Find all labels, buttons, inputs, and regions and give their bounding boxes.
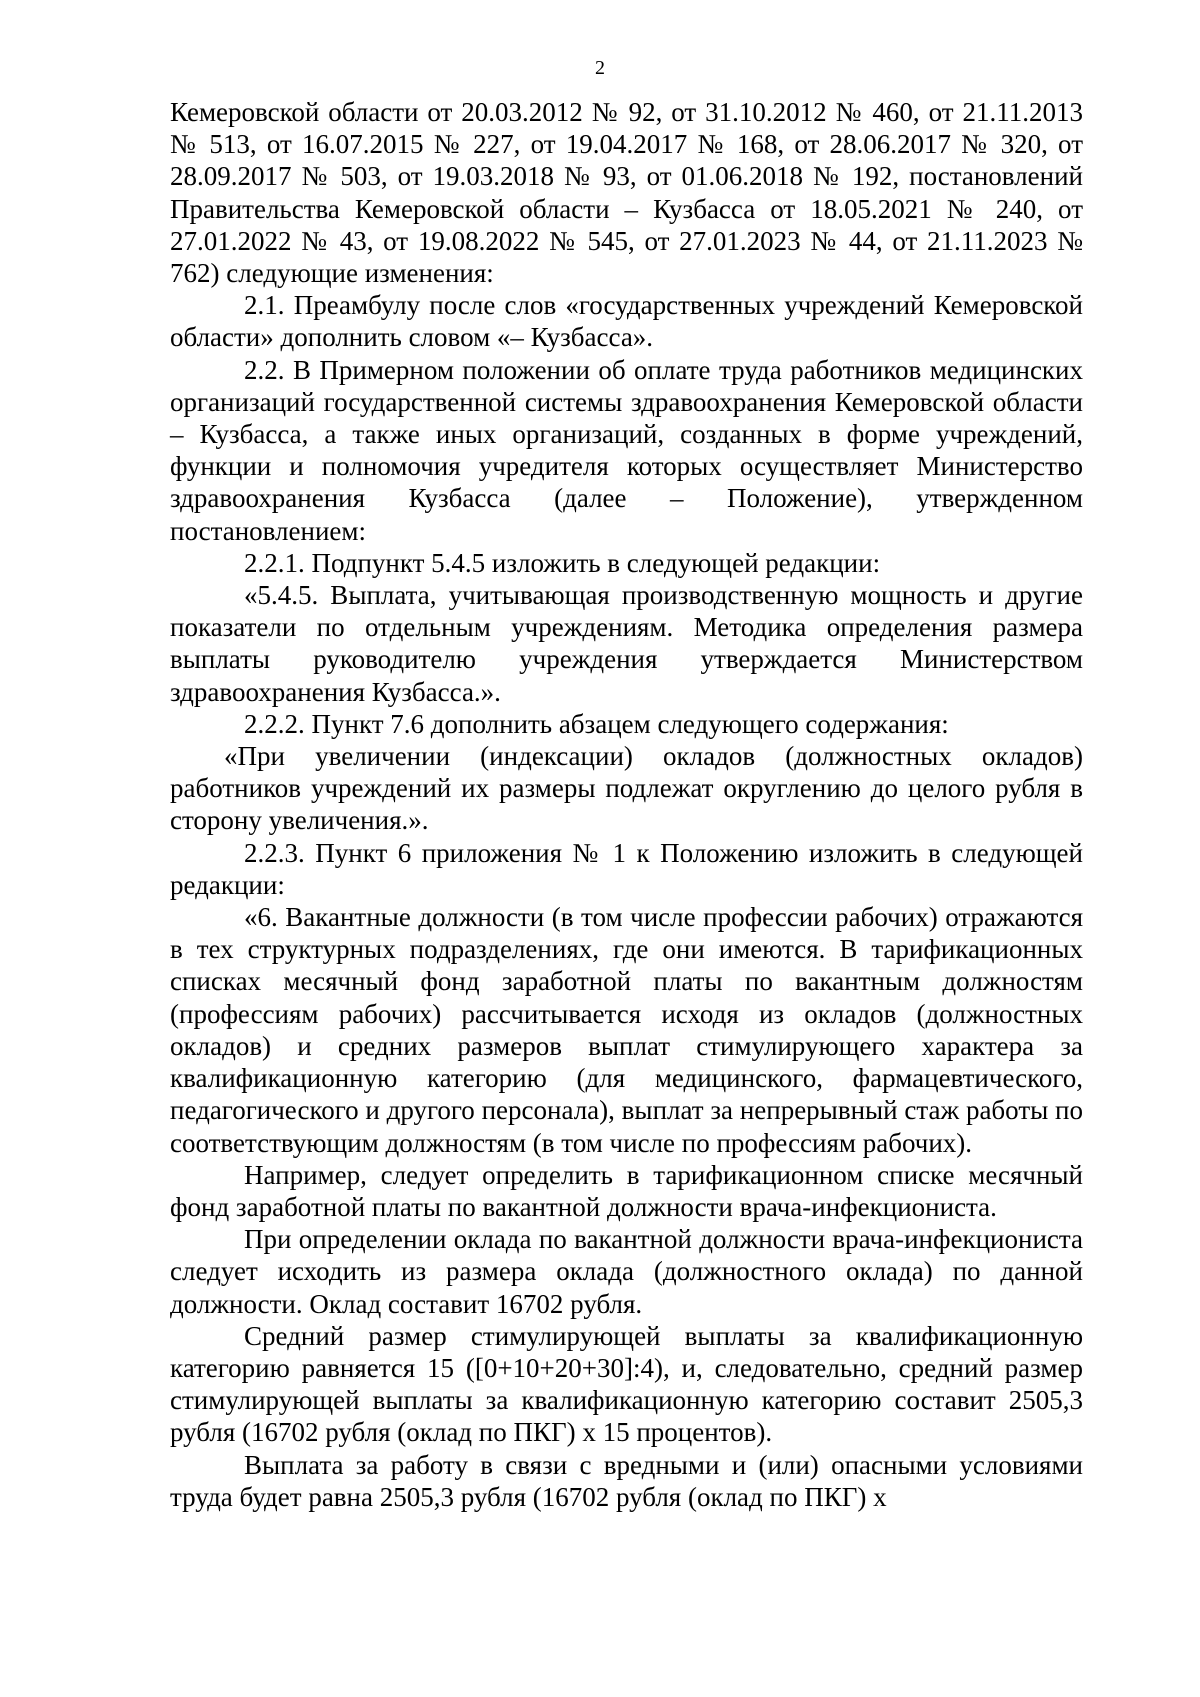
paragraph-2-1: 2.1. Преамбулу после слов «государственных учреждений Кемеровской области» дополнить словом «– Кузбасса». [170,290,1083,353]
paragraph-amended-acts-list: Кемеровской области от 20.03.2012 № 92, от 31.10.2012 № 460, от 21.11.2013 № 513, от 16.07.2015 № 227, от 19.04.2017 № 168, от 28.06.2017 № 320, от 28.09.2017 № 503, от 19.03.2018 № 93, от 01.06.2018 № 192, постановлений Правительства Кемеровской области – Кузбасса от 18.05.2021 № 240, от 27.01.2022 № 43, от 19.08.2022 № 545, от 27.01.2023 № 44, от 21.11.2023 № 762) следующие изменения: [170,97,1083,289]
paragraph-5-4-5-quote: «5.4.5. Выплата, учитывающая производственную мощность и другие показатели по отдельным учреждениям. Методика определения размера выплаты руководителю учреждения утверждается Министерством здравоохранения Кузбасса.». [170,580,1083,707]
paragraph-salary-determination: При определении оклада по вакантной должности врача-инфекциониста следует исходить из размера оклада (должностного оклада) по данной должности. Оклад составит 16702 рубля. [170,1224,1083,1319]
paragraph-2-2: 2.2. В Примерном положении об оплате труда работников медицинских организаций государственной системы здравоохранения Кемеровской области – Кузбасса, а также иных организаций, созданных в форме учреждений, функции и полномочия учредителя которых осуществляет Министерство здравоохранения Кузбасса (далее – Положение), утвержденном постановлением: [170,354,1083,546]
document-body [170,96,1083,1513]
paragraph-7-6-quote: «При увеличении (индексации) окладов (должностных окладов) работников учреждений их размеры подлежат округлению до целого рубля в сторону увеличения.». [170,741,1083,836]
paragraph-2-2-2: 2.2.2. Пункт 7.6 дополнить абзацем следующего содержания: [244,708,949,739]
paragraph-incentive-payment: Средний размер стимулирующей выплаты за квалификационную категорию равняется 15 ([0+10+20+30]:4), и, следовательно, средний размер стимулирующей выплаты за квалификационную категорию составит 2505,3 рубля (16702 рубля (оклад по ПКГ) х 15 процентов). [170,1320,1083,1448]
paragraph-example: Например, следует определить в тарификационном списке месячный фонд заработной платы по вакантной должности врача-инфекциониста. [170,1159,1083,1222]
paragraph-2-2-1: 2.2.1. Подпункт 5.4.5 изложить в следующей редакции: [244,547,881,578]
page-number: 2 [595,57,605,79]
paragraph-2-2-3: 2.2.3. Пункт 6 приложения № 1 к Положению изложить в следующей редакции: [170,837,1083,900]
paragraph-hazard-payment: Выплата за работу в связи с вредными и (или) опасными условиями труда будет равна 2505,3 рубля (16702 рубля (оклад по ПКГ) х [170,1449,1083,1512]
paragraph-6-quote: «6. Вакантные должности (в том числе профессии рабочих) отражаются в тех структурных подразделениях, где они имеются. В тарификационных списках месячный фонд заработной платы по вакантным должностям (профессиям рабочих) рассчитывается исходя из окладов (должностных окладов) и средних размеров выплат стимулирующего характера за квалификационную категорию (для медицинского, фармацевтического, педагогического и другого персонала), выплат за непрерывный стаж работы по соответствующим должностям (в том числе по профессиям рабочих). [170,902,1083,1158]
